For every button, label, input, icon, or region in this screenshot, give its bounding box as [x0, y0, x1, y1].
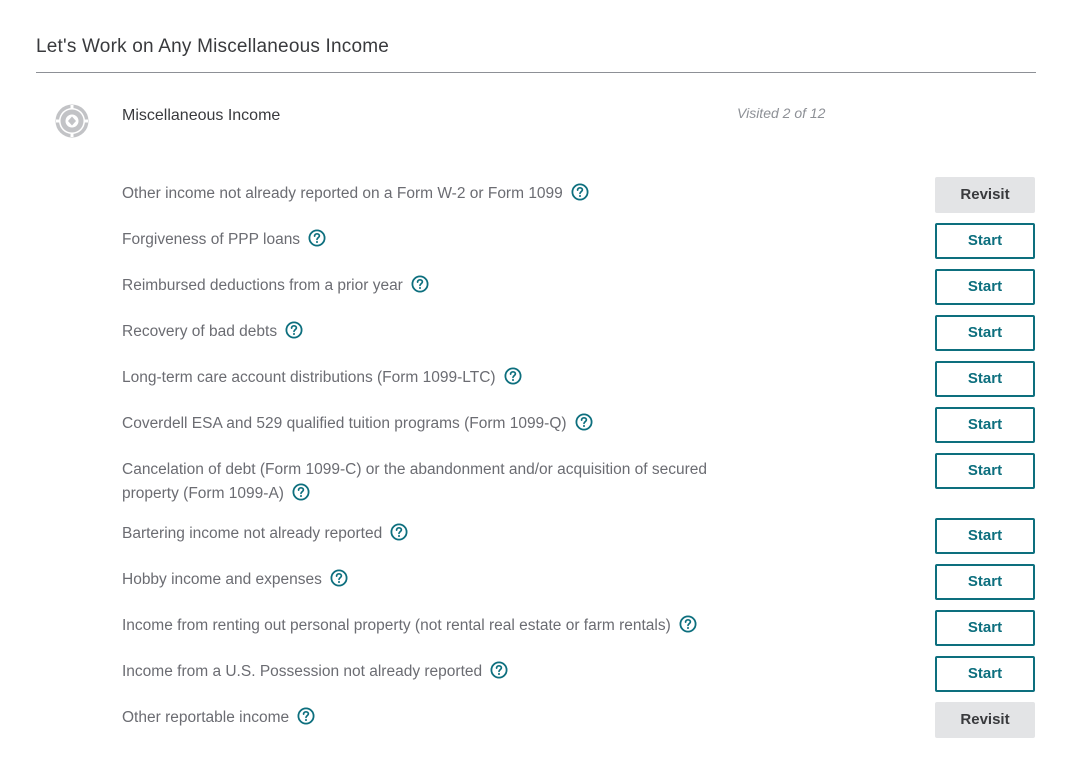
list-item-label-wrap — [122, 274, 762, 298]
visited-progress: Visited 2 of 12 — [737, 105, 826, 121]
help-icon[interactable] — [504, 367, 522, 385]
help-icon[interactable] — [490, 661, 508, 679]
help-icon[interactable] — [575, 413, 593, 431]
revisit-button[interactable]: Revisit — [935, 177, 1035, 213]
list-item-label: Cancelation of debt (Form 1099-C) or the abandonment and/or acquisition of secured property (Form 1099-A) — [122, 461, 708, 502]
list-item-label: Income from a U.S. Possession not already reported — [122, 663, 483, 680]
list-item-label: Reimbursed deductions from a prior year — [122, 277, 403, 294]
list-item-label-wrap — [122, 706, 762, 730]
page-title: Let's Work on Any Miscellaneous Income — [36, 36, 390, 57]
section-title: Miscellaneous Income — [122, 107, 281, 124]
list-item-label-wrap — [122, 568, 762, 592]
help-icon[interactable] — [285, 321, 303, 339]
list-item-label-wrap — [122, 660, 762, 684]
help-icon[interactable] — [292, 483, 310, 501]
list-item-label: Bartering income not already reported — [122, 525, 383, 542]
list-item-label: Coverdell ESA and 529 qualified tuition programs (Form 1099-Q) — [122, 415, 567, 432]
list-item-label: Other income not already reported on a Form W-2 or Form 1099 — [122, 185, 563, 202]
list-item-label-wrap — [122, 458, 762, 506]
list-item-label-wrap — [122, 228, 762, 252]
help-icon[interactable] — [411, 275, 429, 293]
start-button[interactable]: Start — [935, 453, 1035, 489]
help-icon[interactable] — [297, 707, 315, 725]
help-icon[interactable] — [390, 523, 408, 541]
list-item-label: Hobby income and expenses — [122, 571, 322, 588]
start-button[interactable]: Start — [935, 564, 1035, 600]
poker-chip-icon — [54, 103, 90, 139]
title-divider — [36, 72, 1036, 73]
start-button[interactable]: Start — [935, 269, 1035, 305]
list-item-label: Long-term care account distributions (Form 1099-LTC) — [122, 369, 496, 386]
list-item-label-wrap — [122, 182, 762, 206]
list-item-label: Forgiveness of PPP loans — [122, 231, 301, 248]
start-button[interactable]: Start — [935, 407, 1035, 443]
start-button[interactable]: Start — [935, 518, 1035, 554]
start-button[interactable]: Start — [935, 361, 1035, 397]
help-icon[interactable] — [679, 615, 697, 633]
list-item-label-wrap — [122, 412, 762, 436]
help-icon[interactable] — [308, 229, 326, 247]
list-item-label-wrap — [122, 320, 762, 344]
start-button[interactable]: Start — [935, 315, 1035, 351]
start-button[interactable]: Start — [935, 223, 1035, 259]
start-button[interactable]: Start — [935, 610, 1035, 646]
start-button[interactable]: Start — [935, 656, 1035, 692]
list-item-label: Recovery of bad debts — [122, 323, 278, 340]
revisit-button[interactable]: Revisit — [935, 702, 1035, 738]
help-icon[interactable] — [571, 183, 589, 201]
list-item-label: Income from renting out personal property (not rental real estate or farm rentals) — [122, 617, 671, 634]
list-item-label-wrap — [122, 522, 762, 546]
list-item-label: Other reportable income — [122, 709, 290, 726]
list-item-label-wrap — [122, 366, 762, 390]
help-icon[interactable] — [330, 569, 348, 587]
list-item-label-wrap — [122, 614, 822, 638]
